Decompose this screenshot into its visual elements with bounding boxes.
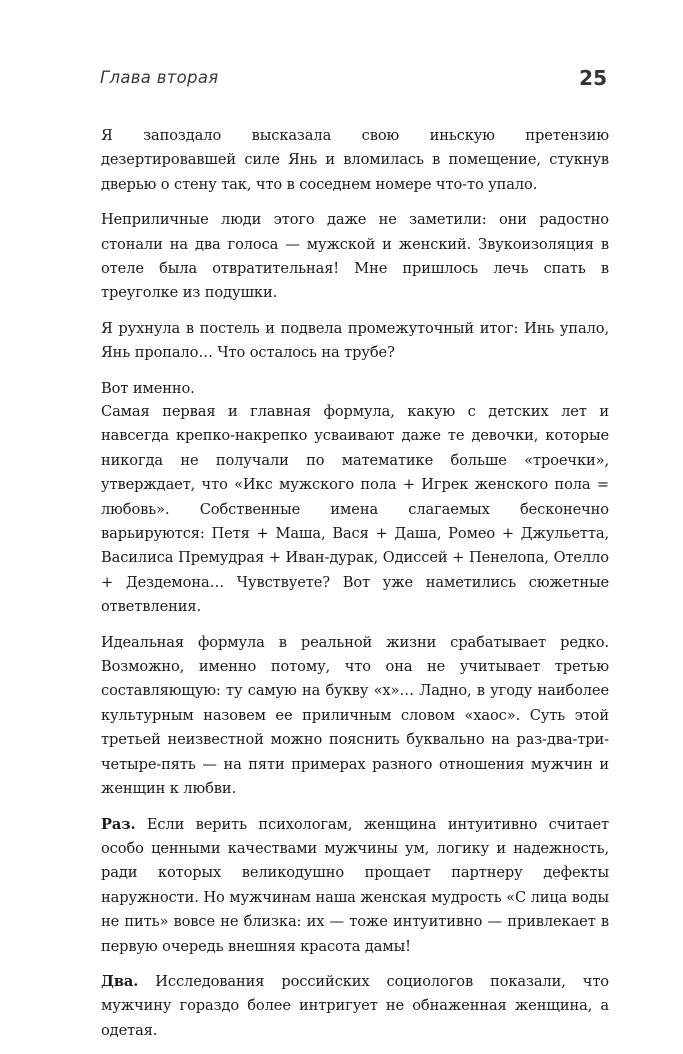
section-1-text (101, 124, 609, 412)
item-two-lead: Два. (101, 972, 139, 990)
item-one-lead: Раз. (101, 815, 136, 833)
paragraph: Идеальная формула в реальной жизни срабатывает редко. Возможно, именно потому, что она не учитывает третью составляющую: ту самую на букву «х»… Ладно, в угоду наиболее культурным назовем ее приличным словом «хаос». Суть этой третьей неизвестной можно пояснить буквально на раз-два-три-четыре-пять — на пяти примерах разного отношения мужчин и женщин к любви. (101, 633, 609, 798)
paragraph: Неприличные люди этого даже не заметили: они радостно стонали на два голоса — мужской и женский. Звукоизоляция в отеле была отвратительная! Мне пришлось лечь спать в треуголке из подушки. (101, 211, 609, 302)
paragraph: Я рухнула в постель и подвела промежуточный итог: Инь упало, Янь пропало… Что осталось на трубе? (101, 319, 609, 362)
item-two-text: Исследования российских социологов показали, что мужчину гораздо более интригует не обнаженная женщина, а одетая. (101, 972, 609, 1039)
paragraph: Самая первая и главная формула, какую с детских лет и навсегда крепко-накрепко усваивают даже те девочки, которые никогда не получали по математике больше «троечки», утверждает, что «Икс мужского пола + Игрек женского пола = любовь». Собственные имена слагаемых бесконечно варьируются: Петя + Маша, Вася + Даша, Ромео + Джульетта, Василиса Премудрая + Иван-дурак, Одиссей + Пенелопа, Отелло + Дездемона… Чувствуете? Вот уже наметились сюжетные ответвления. (101, 403, 609, 616)
section-2-text (101, 400, 609, 1054)
running-head-chapter-title: Глава вторая (100, 68, 219, 87)
paragraph: Я запоздало высказала свою иньскую претензию дезертировавшей силе Янь и вломилась в помещение, стукнув дверью о стену так, что в соседнем номере что-то упало. (101, 127, 609, 193)
item-one-text: Если верить психологам, женщина интуитивно считает особо ценными качествами мужчины ум, логику и надежность, ради которых великодушно прощает партнеру дефекты наружности. Но мужчинам наша женская мудрость «С лица воды не пить» вовсе не близка: их — тоже интуитивно — привлекает в первую очередь внешняя красота дамы! (101, 815, 609, 955)
paragraph: Вот именно. (101, 379, 195, 397)
paragraph-item-one (101, 813, 609, 959)
page-number: 25 (579, 66, 607, 90)
paragraph-item-two (101, 970, 609, 1043)
